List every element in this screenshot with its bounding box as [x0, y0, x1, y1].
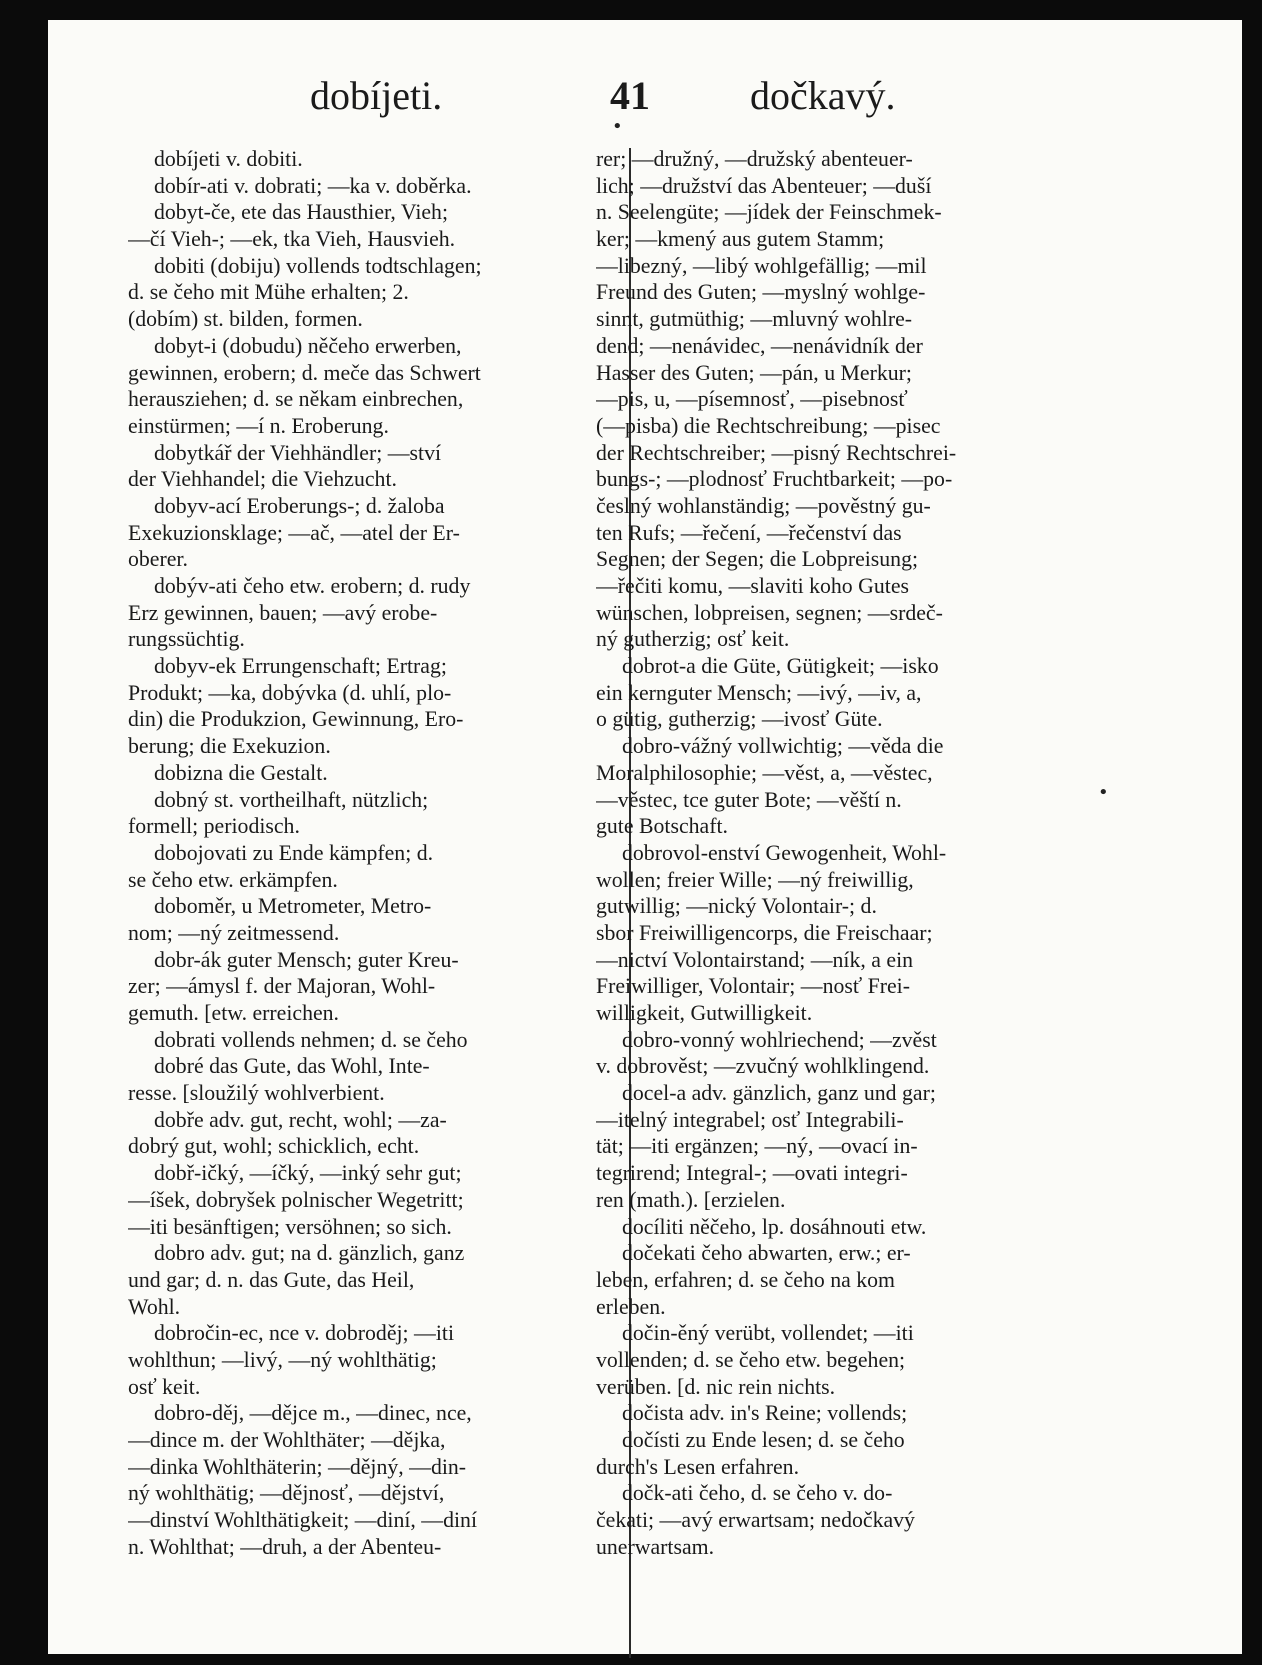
dictionary-line: dobročin-ec, nce v. dobroděj; —iti	[154, 1321, 455, 1346]
dictionary-line: wollen; freier Wille; —ný freiwillig,	[596, 867, 914, 892]
dictionary-line: dobrý gut, wohl; schicklich, echt.	[128, 1134, 420, 1159]
left-column	[128, 146, 616, 1560]
dictionary-line: wohlthun; —livý, —ný wohlthätig;	[128, 1347, 437, 1372]
dictionary-line: tät; —iti ergänzen; —ný, —ovací in-	[596, 1134, 918, 1159]
dictionary-line: docíliti něčeho, lp. dosáhnouti etw.	[622, 1214, 927, 1239]
dictionary-line: dobré das Gute, das Wohl, Inte-	[154, 1054, 430, 1079]
dictionary-line: v. dobrověst; —zvučný wohlklingend.	[596, 1054, 930, 1079]
dictionary-line: dobíjeti v. dobiti.	[154, 147, 303, 171]
dictionary-line: dobyt-i (dobudu) něčeho erwerben,	[154, 333, 462, 358]
dictionary-line: verüben. [d. nic rein nichts.	[596, 1374, 836, 1399]
dictionary-line: —věstec, tce guter Bote; —věští n.	[596, 787, 902, 812]
dictionary-line: dobro-vážný vollwichtig; —věda die	[622, 734, 944, 759]
dictionary-line: der Rechtschreiber; —pisný Rechtschrei-	[596, 440, 957, 465]
page-header	[310, 72, 1010, 130]
dictionary-line: —pis, u, —písemnosť, —pisebnosť	[596, 387, 908, 412]
dictionary-line: oberer.	[128, 547, 188, 572]
dictionary-line: —dinka Wohlthäterin; —dějný, —din-	[128, 1454, 467, 1479]
dictionary-line: —čí Vieh-; —ek, tka Vieh, Hausvieh.	[128, 227, 456, 252]
dictionary-line: —itelný integrabel; osť Integrabili-	[596, 1107, 904, 1132]
dictionary-line: der Viehhandel; die Viehzucht.	[128, 467, 397, 492]
dictionary-line: Produkt; —ka, dobývka (d. uhlí, plo-	[128, 680, 452, 705]
dictionary-line: gutwillig; —nický Volontair-; d.	[596, 894, 877, 919]
dictionary-line: dočekati čeho abwarten, erw.; er-	[622, 1241, 911, 1266]
dictionary-line: —nictví Volontairstand; —ník, a ein	[596, 947, 914, 972]
dictionary-line: ein kernguter Mensch; —ivý, —iv, a,	[596, 680, 922, 705]
dictionary-line: dočk-ati čeho, d. se čeho v. do-	[622, 1481, 893, 1506]
dictionary-line: dobro adv. gut; na d. gänzlich, ganz	[154, 1241, 465, 1266]
dictionary-line: Freiwilliger, Volontair; —nosť Frei-	[596, 974, 910, 999]
dictionary-line: dobojovati zu Ende kämpfen; d.	[154, 840, 434, 865]
dictionary-line: durch's Lesen erfahren.	[596, 1454, 800, 1479]
dictionary-line: dobrot-a die Güte, Gütigkeit; —isko	[622, 654, 939, 679]
dictionary-line: dobytkář der Viehhändler; —ství	[154, 440, 442, 465]
dictionary-line: doboměr, u Metrometer, Metro-	[154, 894, 432, 919]
dictionary-line: gewinnen, erobern; d. meče das Schwert	[128, 360, 481, 385]
dictionary-line: tegrirend; Integral-; —ovati integri-	[596, 1161, 908, 1186]
dictionary-line: unerwartsam.	[596, 1534, 715, 1559]
dictionary-line: Hasser des Guten; —pán, u Merkur;	[596, 360, 912, 385]
dictionary-line: rer; —družný, —družský abenteuer-	[596, 147, 913, 171]
dictionary-line: Segnen; der Segen; die Lobpreisung;	[596, 547, 919, 572]
dictionary-line: willigkeit, Gutwilligkeit.	[596, 1001, 813, 1025]
dictionary-line: n. Seelengüte; —jídek der Feinschmek-	[596, 200, 942, 225]
dictionary-line: wünschen, lobpreisen, segnen; —srdeč-	[596, 600, 943, 625]
dictionary-line: —libezný, —libý wohlgefällig; —mil	[596, 253, 927, 278]
dictionary-line: dočin-ěný verübt, vollendet; —iti	[622, 1321, 914, 1346]
dictionary-line: zer; —ámysl f. der Majoran, Wohl-	[128, 974, 436, 999]
dictionary-line: dobyv-ací Eroberungs-; d. žaloba	[154, 493, 445, 518]
dictionary-line: dobrovol-enství Gewogenheit, Wohl-	[622, 840, 947, 865]
dictionary-line: gute Botschaft.	[596, 814, 728, 839]
dictionary-line: dobro-děj, —dějce m., —dinec, nce,	[154, 1401, 472, 1426]
dictionary-line: Erz gewinnen, bauen; —avý erobe-	[128, 600, 438, 625]
dictionary-line: dobře adv. gut, recht, wohl; —za-	[154, 1107, 447, 1132]
dictionary-line: —dinství Wohlthätigkeit; —diní, —diní	[128, 1508, 478, 1533]
dictionary-line: ren (math.). [erzielen.	[596, 1187, 786, 1212]
dictionary-line: vollenden; d. se čeho etw. begehen;	[596, 1347, 906, 1372]
dictionary-line: bungs-; —plodnosť Fruchtbarkeit; —po-	[596, 467, 953, 492]
page-number: 41	[610, 73, 650, 118]
dictionary-line: česlný wohlanständig; —pověstný gu-	[596, 493, 931, 518]
dictionary-line: dobýv-ati čeho etw. erobern; d. rudy	[154, 574, 471, 598]
dictionary-line: dobyt-če, ete das Hausthier, Vieh;	[154, 200, 449, 225]
dictionary-line: dend; —nenávidec, —nenávidník der	[596, 333, 923, 358]
right-headword: dočkavý.	[750, 73, 896, 118]
dictionary-line: erleben.	[596, 1294, 666, 1319]
dictionary-page	[48, 20, 1242, 1654]
dictionary-line: —dince m. der Wohlthäter; —dějka,	[128, 1428, 446, 1452]
dictionary-line: ný wohlthätig; —dějnosť, —dějství,	[128, 1481, 445, 1506]
dictionary-line: dobř-ičký, —íčký, —inký sehr gut;	[154, 1161, 462, 1186]
dictionary-line: nom; —ný zeitmessend.	[128, 920, 340, 945]
dictionary-line: resse. [sloužilý wohlverbient.	[128, 1081, 385, 1106]
dictionary-line: Freund des Guten; —myslný wohlge-	[596, 280, 926, 305]
dictionary-line: ker; —kmený aus gutem Stamm;	[596, 227, 885, 252]
print-speck: •	[612, 116, 623, 137]
dictionary-line: sinnt, gutmüthig; —mluvný wohlre-	[596, 307, 913, 332]
dictionary-line: dobro-vonný wohlriechend; —zvěst	[622, 1027, 937, 1052]
dictionary-line: ný gutherzig; osť keit.	[596, 627, 790, 652]
dictionary-line: ten Rufs; —řečení, —řečenství das	[596, 520, 902, 545]
dictionary-line: docel-a adv. gänzlich, ganz und gar;	[622, 1081, 936, 1106]
dictionary-line: Moralphilosophie; —věst, a, —věstec,	[596, 760, 933, 785]
dictionary-line: dobrati vollends nehmen; d. se čeho	[154, 1027, 468, 1052]
dictionary-line: čekati; —avý erwartsam; nedočkavý	[596, 1508, 915, 1533]
dictionary-line: herausziehen; d. se někam einbrechen,	[128, 387, 464, 412]
dictionary-line: Wohl.	[128, 1294, 181, 1319]
right-column	[596, 146, 1096, 1560]
left-headword: dobíjeti.	[310, 73, 443, 118]
dictionary-line: gemuth. [etw. erreichen.	[128, 1001, 340, 1025]
dictionary-line: o gütig, gutherzig; —ivosť Güte.	[596, 707, 883, 732]
dictionary-line: sbor Freiwilligencorps, die Freischaar;	[596, 920, 933, 945]
dictionary-line: rungssüchtig.	[128, 627, 245, 652]
print-speck: •	[1098, 782, 1109, 803]
dictionary-line: berung; die Exekuzion.	[128, 734, 331, 759]
dictionary-line: leben, erfahren; d. se čeho na kom	[596, 1267, 895, 1292]
dictionary-line: und gar; d. n. das Gute, das Heil,	[128, 1267, 415, 1292]
dictionary-line: einstürmen; —í n. Eroberung.	[128, 413, 389, 438]
dictionary-line: —íšek, dobryšek polnischer Wegetritt;	[128, 1187, 464, 1212]
dictionary-line: (dobím) st. bilden, formen.	[128, 307, 363, 332]
dictionary-line: d. se čeho mit Mühe erhalten; 2.	[128, 280, 409, 305]
dictionary-line: dočista adv. in's Reine; vollends;	[622, 1401, 908, 1426]
dictionary-line: —iti besänftigen; versöhnen; so sich.	[128, 1214, 452, 1239]
dictionary-line: osť keit.	[128, 1374, 201, 1399]
dictionary-line: dočísti zu Ende lesen; d. se čeho	[622, 1428, 905, 1452]
dictionary-line: se čeho etw. erkämpfen.	[128, 867, 338, 892]
dictionary-line: dobr-ák guter Mensch; guter Kreu-	[154, 947, 459, 972]
dictionary-line: dobiti (dobiju) vollends todtschlagen;	[154, 253, 482, 278]
dictionary-line: dobír-ati v. dobrati; —ka v. doběrka.	[154, 173, 472, 198]
dictionary-line: (—pisba) die Rechtschreibung; —pisec	[596, 413, 941, 438]
dictionary-line: Exekuzionsklage; —ač, —atel der Er-	[128, 520, 460, 545]
dictionary-line: dobizna die Gestalt.	[154, 760, 328, 785]
dictionary-line: dobný st. vortheilhaft, nützlich;	[154, 787, 429, 812]
dictionary-line: formell; periodisch.	[128, 814, 300, 839]
dictionary-line: lich; —družství das Abenteuer; —duší	[596, 173, 932, 198]
dictionary-line: n. Wohlthat; —druh, a der Abenteu-	[128, 1534, 442, 1559]
dictionary-line: dobyv-ek Errungenschaft; Ertrag;	[154, 654, 447, 679]
dictionary-line: —řečiti komu, —slaviti koho Gutes	[596, 574, 909, 598]
dictionary-line: din) die Produkzion, Gewinnung, Ero-	[128, 707, 464, 732]
